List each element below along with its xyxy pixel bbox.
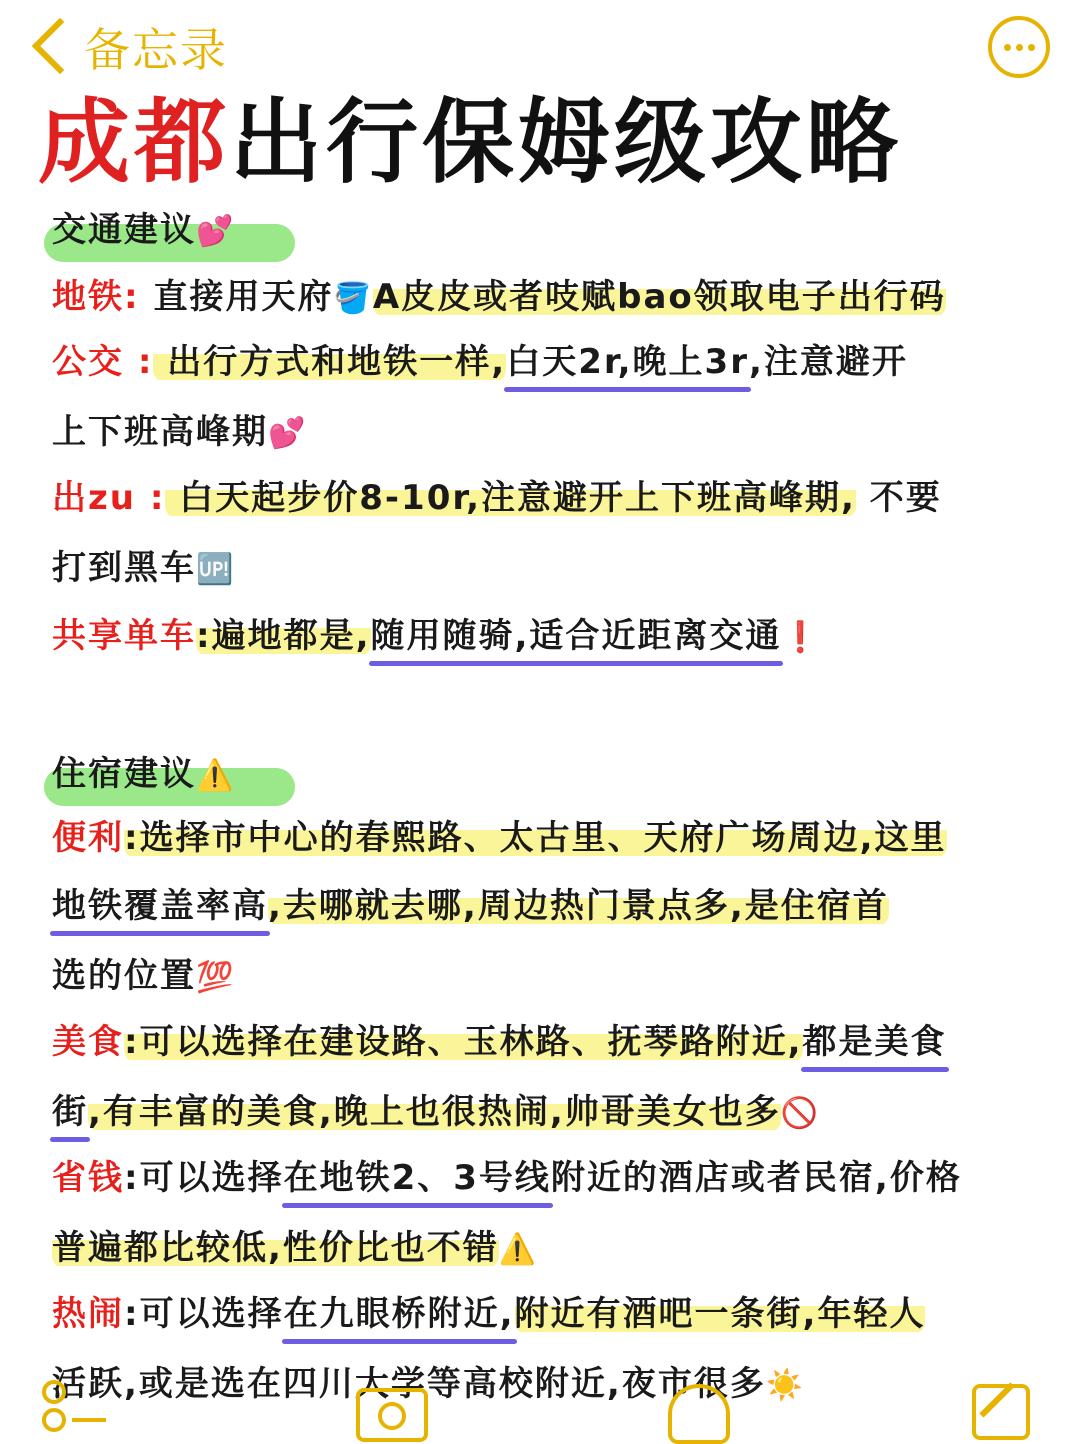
- metro-text-b: A皮皮或者吱赋bao领取电子出行码: [372, 277, 946, 317]
- page-title: [38, 88, 902, 198]
- save-label: 省钱: [52, 1158, 124, 1198]
- taxi-line-2: [52, 546, 235, 592]
- food-text-b: 都是美食: [802, 1022, 947, 1062]
- convenient-label: 便利: [52, 818, 124, 858]
- convenient-text: :选择市中心的春熙路、太古里、天府广场周边,这里: [124, 818, 947, 858]
- top-bar: [0, 0, 1080, 90]
- bus-line-2: [52, 410, 307, 456]
- convenient-line-2: [52, 884, 889, 928]
- taxi-text-b: 不要: [855, 478, 942, 518]
- transport-heading: [44, 208, 245, 256]
- bottom-toolbar: [0, 1370, 1080, 1439]
- bike-text-b: 随用随骑,适合近距离交通: [370, 616, 782, 656]
- bike-label: 共享单车: [52, 616, 196, 656]
- bucket-icon: 🪣: [333, 281, 373, 316]
- bus-text-a: 出行方式和地铁一样,: [153, 342, 507, 382]
- convenient-line-3: [52, 954, 235, 1000]
- save-line-2: [52, 1226, 538, 1272]
- save-text-b: 在地铁2、3号线: [283, 1158, 551, 1198]
- save-line: [52, 1156, 962, 1200]
- taxi-label: 出zu :: [52, 478, 166, 518]
- taxi-line2-text: 打到黑车: [52, 548, 196, 588]
- transport-heading-text: 交通建议: [52, 210, 196, 250]
- convenient-line2-b: ,去哪就去哪,周边热门景点多,是住宿首: [268, 886, 889, 926]
- bike-line: [52, 614, 821, 660]
- bus-text-b: 白天2r,晚上3r: [506, 342, 749, 382]
- title-red-part: 成都: [38, 89, 231, 196]
- lively-text-c: 附近有酒吧一条街,年轻人: [514, 1294, 926, 1334]
- food-line-2: [52, 1090, 820, 1136]
- food-line2-b: ,有丰富的美食,晚上也很热闹,帅哥美女也多: [88, 1092, 781, 1132]
- hundred-icon: 💯: [196, 960, 236, 995]
- convenient-line: [52, 816, 947, 860]
- pen-icon[interactable]: [668, 1384, 730, 1444]
- warning-icon: ⚠️: [498, 1232, 539, 1267]
- warning-icon: ⚠️: [196, 758, 236, 793]
- taxi-text-a: 白天起步价8-10r,注意避开上下班高峰期,: [165, 478, 856, 518]
- bus-line: [52, 340, 908, 384]
- lively-text-a: :可以选择: [124, 1294, 284, 1334]
- food-line2-a: 街: [52, 1092, 88, 1132]
- prohibited-icon: 🚫: [780, 1096, 821, 1131]
- save-text-c: 附近的酒店或者民宿,价格: [550, 1158, 962, 1198]
- back-button-label[interactable]: 备忘录: [84, 23, 228, 77]
- bike-text-a: :遍地都是,: [196, 616, 371, 656]
- bus-label: 公交 :: [52, 342, 154, 382]
- save-text-a: :可以选择: [124, 1158, 284, 1198]
- bus-line2-text: 上下班高峰期: [52, 412, 268, 452]
- convenient-line2-a: 地铁覆盖率高: [52, 886, 268, 926]
- hearts-icon: 💕: [196, 214, 236, 249]
- lively-line2-text: 活跃,或是选在四川大学等高校附近,夜市很多: [52, 1364, 766, 1404]
- hearts-icon: 💕: [268, 416, 308, 451]
- compose-icon[interactable]: [972, 1384, 1030, 1440]
- lodging-heading-text: 住宿建议: [52, 754, 196, 794]
- checklist-icon[interactable]: [42, 1380, 108, 1432]
- title-black-part: 出行保姆级攻略: [230, 89, 903, 196]
- more-dots-icon: [992, 20, 1046, 74]
- camera-icon[interactable]: [356, 1388, 428, 1442]
- back-chevron-icon[interactable]: [32, 18, 89, 75]
- bus-text-c: ,注意避开: [748, 342, 908, 382]
- metro-line: [52, 275, 946, 321]
- food-line: [52, 1020, 947, 1064]
- more-options-button[interactable]: [988, 16, 1050, 78]
- metro-label: 地铁:: [52, 277, 140, 317]
- convenient-line3-text: 选的位置: [52, 956, 196, 996]
- food-label: 美食: [52, 1022, 124, 1062]
- exclamation-icon: ❗: [781, 620, 821, 655]
- food-text-a: :可以选择在建设路、玉林路、抚琴路附近,: [124, 1022, 803, 1062]
- lively-line: [52, 1292, 925, 1336]
- metro-text-a: 直接用天府: [139, 277, 334, 317]
- lodging-heading: [44, 752, 245, 800]
- up-icon: 🆙: [196, 552, 236, 587]
- sun-icon: ☀️: [765, 1368, 806, 1403]
- taxi-line: [52, 476, 942, 520]
- save-line2-text: 普遍都比较低,性价比也不错: [52, 1228, 499, 1268]
- lively-label: 热闹: [52, 1294, 124, 1334]
- lively-text-b: 在九眼桥附近,: [283, 1294, 515, 1334]
